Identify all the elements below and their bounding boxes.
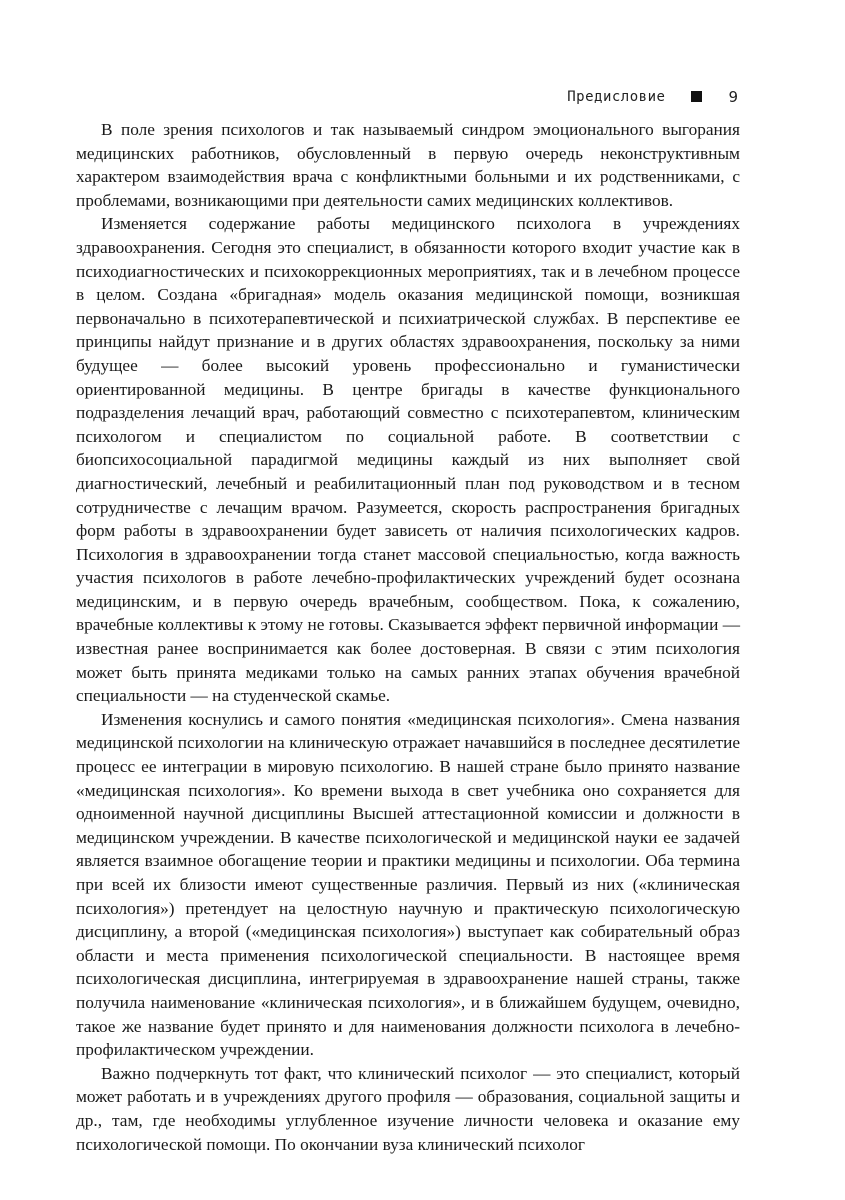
page-body: [76, 118, 740, 1156]
paragraph-1: В поле зрения психологов и так называемый синдром эмоционального выгорания медицинских работников, обусловленный в первую очередь неконструктивным характером взаимодействия врача с конфликтными больными и их родственниками, с проблемами, возникающими при деятельности самих медицинских коллективов.: [76, 120, 740, 210]
square-bullet-icon: [691, 91, 702, 102]
paragraph-3: Изменения коснулись и самого понятия «медицинская психология». Смена названия медицинской психологии на клиническую отражает начавшийся в последнее десятилетие процесс ее интеграции в мировую психологию. В нашей стране было принято название «медицинская психология». Ко времени выхода в свет учебника оно сохраняется для одноименной научной дисциплины Высшей аттестационной комиссии и должности в медицинском учреждении. В качестве психологической и медицинской науки ее задачей является взаимное обогащение теории и практики медицины и психологии. Оба термина при всей их близости имеют существенные различия. Первый из них («клиническая психология») претендует на целостную научную и практическую психологическую дисциплину, а второй («медицинская психология») выступает как собирательный образ области и места применения психологической специальности. В настоящее время психологическая дисциплина, интегрируемая в здравоохранение нашей страны, также получила наименование «клиническая психология», и в ближайшем будущем, очевидно, такое же название будет принято и для наименования должности психолога в лечебно-профилактическом учреждении.: [76, 709, 740, 1060]
running-head-title: Предисловие: [567, 89, 666, 105]
page-number: 9: [728, 88, 738, 106]
running-head: [0, 86, 738, 108]
paragraph-4: Важно подчеркнуть тот факт, что клинический психолог — это специалист, который может работать и в учреждениях другого профиля — образования, социальной защиты и др., там, где необходимы углубленное изучение личности человека и оказание ему психологической помощи. По окончании вуза клинический психолог: [76, 1063, 740, 1154]
paragraph-2: Изменяется содержание работы медицинского психолога в учреждениях здравоохранения. Сегодня это специалист, в обязанности которого входит участие как в психодиагностических и психокоррекционных мероприятиях, так и в лечебном процессе в целом. Создана «бригадная» модель оказания медицинской помощи, возникшая первоначально в психотерапевтической и психиатрической службах. В перспективе ее принципы найдут признание и в других областях здравоохранения, поскольку за ними будущее — более высокий уровень профессионально и гуманистически ориентированной медицины. В центре бригады в качестве функционального подразделения лечащий врач, работающий совместно с психотерапевтом, клиническим психологом и специалистом по социальной работе. В соответствии с биопсихосоциальной парадигмой медицины каждый из них выполняет свой диагностический, лечебный и реабилитационный план под руководством и в тесном сотрудничестве с лечащим врачом. Разумеется, скорость распространения бригадных форм работы в здравоохранении будет зависеть от наличия психологических кадров. Психология в здравоохранении тогда станет массовой специальностью, когда важность участия психологов в работе лечебно-профилактических учреждений будет осознана медицинским, и в первую очередь врачебным, сообществом. Пока, к сожалению, врачебные коллективы к этому не готовы. Сказывается эффект первичной информации — известная ранее воспринимается как более достоверная. В связи с этим психология может быть принята медиками только на самых ранних этапах обучения врачебной специальности — на студенческой скамье.: [76, 214, 740, 706]
